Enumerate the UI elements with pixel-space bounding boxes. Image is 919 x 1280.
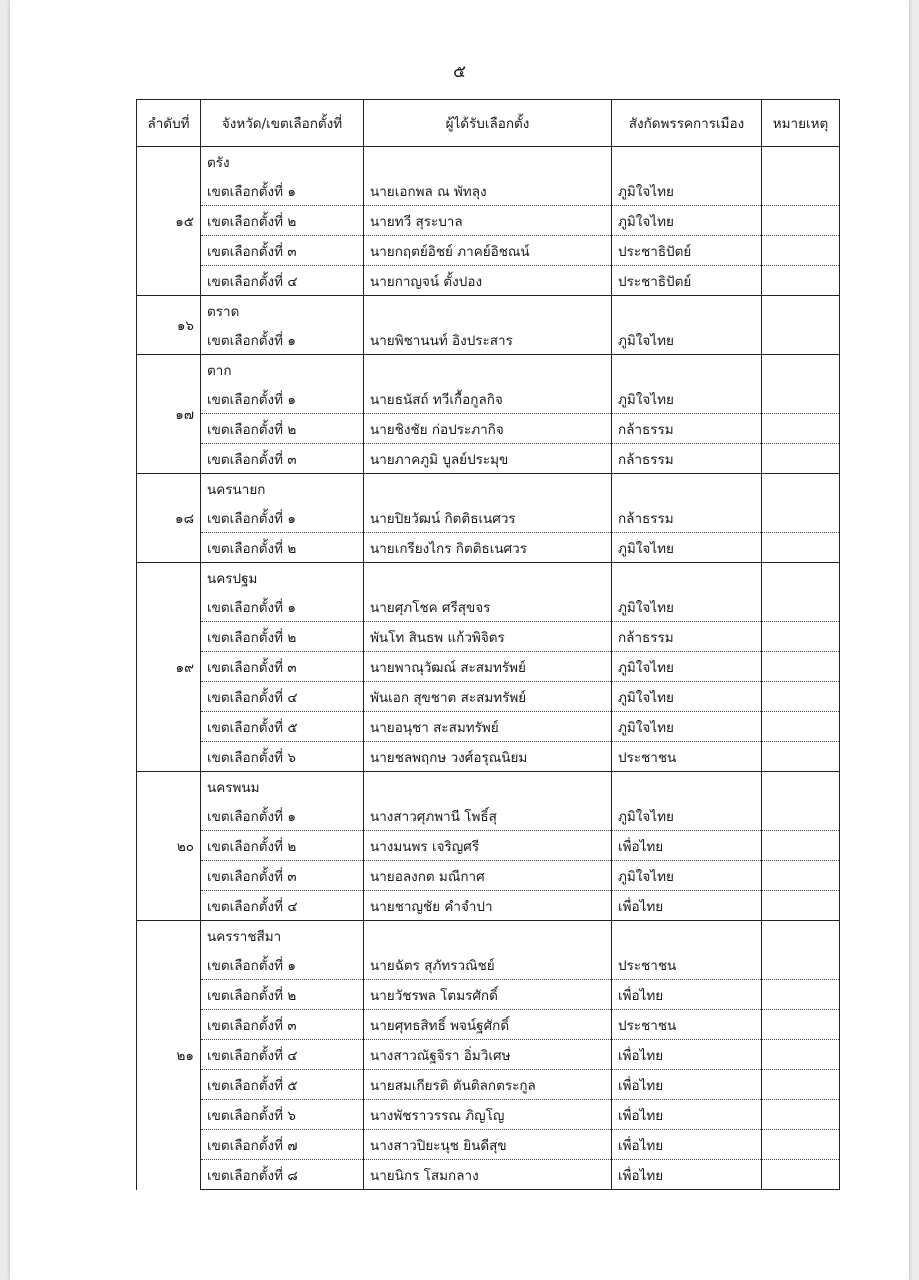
candidate-name: นางสาวณัฐจิรา อิ่มวิเศษ	[364, 1040, 612, 1070]
remarks	[762, 861, 840, 891]
party-cell-empty	[612, 147, 762, 177]
province-row	[137, 355, 840, 385]
district-row	[137, 861, 840, 891]
candidate-cell-empty	[364, 147, 612, 177]
district-row	[137, 1070, 840, 1100]
candidate-name: นายเอกพล ณ พัทลุง	[364, 176, 612, 206]
party-name: ภูมิใจไทย	[612, 861, 762, 891]
district-row	[137, 414, 840, 444]
candidate-cell-empty	[364, 563, 612, 593]
sequence-number: ๒๐	[137, 772, 201, 921]
remarks-cell-empty	[762, 355, 840, 385]
remarks	[762, 682, 840, 712]
party-name: ภูมิใจไทย	[612, 592, 762, 622]
candidate-name: นายนิกร โสมกลาง	[364, 1160, 612, 1190]
district-label: เขตเลือกตั้งที่ ๒	[201, 980, 364, 1010]
candidate-cell-empty	[364, 772, 612, 802]
district-row	[137, 831, 840, 861]
candidate-name: นายชิงชัย ก่อประภากิจ	[364, 414, 612, 444]
district-label: เขตเลือกตั้งที่ ๑	[201, 325, 364, 355]
district-row	[137, 444, 840, 474]
district-row	[137, 622, 840, 652]
party-name: เพื่อไทย	[612, 891, 762, 921]
district-label: เขตเลือกตั้งที่ ๕	[201, 712, 364, 742]
district-row	[137, 325, 840, 355]
party-name: กล้าธรรม	[612, 503, 762, 533]
sequence-number: ๒๑	[137, 921, 201, 1190]
district-row	[137, 742, 840, 772]
party-name: ภูมิใจไทย	[612, 325, 762, 355]
candidate-name: นายพาณุวัฒณ์ สะสมทรัพย์	[364, 652, 612, 682]
party-cell-empty	[612, 921, 762, 951]
district-label: เขตเลือกตั้งที่ ๓	[201, 652, 364, 682]
candidate-name: นางมนพร เจริญศรี	[364, 831, 612, 861]
district-label: เขตเลือกตั้งที่ ๑	[201, 592, 364, 622]
district-label: เขตเลือกตั้งที่ ๑	[201, 384, 364, 414]
district-row	[137, 980, 840, 1010]
province-name: ตาก	[201, 355, 364, 385]
header-party: สังกัดพรรคการเมือง	[612, 100, 762, 147]
sequence-number: ๑๗	[137, 355, 201, 474]
district-label: เขตเลือกตั้งที่ ๑	[201, 503, 364, 533]
candidate-cell-empty	[364, 296, 612, 326]
district-row	[137, 1010, 840, 1040]
province-name: นครราชสีมา	[201, 921, 364, 951]
remarks	[762, 1160, 840, 1190]
district-label: เขตเลือกตั้งที่ ๒	[201, 206, 364, 236]
sequence-number: ๑๘	[137, 474, 201, 563]
candidate-name: นายศุภโชค ศรีสุขจร	[364, 592, 612, 622]
party-name: ประชาชน	[612, 1010, 762, 1040]
remarks	[762, 236, 840, 266]
header-remarks: หมายเหตุ	[762, 100, 840, 147]
candidate-name: นายกาญจน์ ตั้งปอง	[364, 266, 612, 296]
district-label: เขตเลือกตั้งที่ ๔	[201, 682, 364, 712]
province-name: ตราด	[201, 296, 364, 326]
remarks	[762, 206, 840, 236]
district-label: เขตเลือกตั้งที่ ๘	[201, 1160, 364, 1190]
party-name: เพื่อไทย	[612, 980, 762, 1010]
candidate-name: นางสาวปิยะนุช ยินดีสุข	[364, 1130, 612, 1160]
remarks	[762, 950, 840, 980]
province-row	[137, 921, 840, 951]
candidate-name: นายกฤตย์อิชย์ ภาคย์อิชณน์	[364, 236, 612, 266]
remarks	[762, 176, 840, 206]
district-label: เขตเลือกตั้งที่ ๓	[201, 861, 364, 891]
sequence-number: ๑๙	[137, 563, 201, 772]
party-name: เพื่อไทย	[612, 1130, 762, 1160]
district-row	[137, 503, 840, 533]
province-row	[137, 147, 840, 177]
party-name: ภูมิใจไทย	[612, 652, 762, 682]
remarks	[762, 503, 840, 533]
district-row	[137, 1130, 840, 1160]
remarks-cell-empty	[762, 296, 840, 326]
district-row	[137, 266, 840, 296]
election-results-table	[136, 99, 840, 1190]
candidate-name: นายธนัสถ์ ทวีเกื้อกูลกิจ	[364, 384, 612, 414]
remarks	[762, 325, 840, 355]
candidate-name: พันโท สินธพ แก้วพิจิตร	[364, 622, 612, 652]
district-label: เขตเลือกตั้งที่ ๗	[201, 1130, 364, 1160]
candidate-name: นายชลพฤกษ วงศ์อรุณนิยม	[364, 742, 612, 772]
remarks	[762, 1130, 840, 1160]
candidate-name: นางสาวศุภพานี โพธิ์สุ	[364, 801, 612, 831]
remarks	[762, 592, 840, 622]
province-name: นครนายก	[201, 474, 364, 504]
party-name: ประชาธิปัตย์	[612, 266, 762, 296]
district-label: เขตเลือกตั้งที่ ๔	[201, 1040, 364, 1070]
district-row	[137, 891, 840, 921]
remarks	[762, 801, 840, 831]
remarks	[762, 652, 840, 682]
district-row	[137, 384, 840, 414]
remarks-cell-empty	[762, 474, 840, 504]
party-name: ภูมิใจไทย	[612, 533, 762, 563]
remarks	[762, 266, 840, 296]
district-row	[137, 1100, 840, 1130]
district-row	[137, 1160, 840, 1190]
party-name: กล้าธรรม	[612, 444, 762, 474]
party-cell-empty	[612, 563, 762, 593]
remarks	[762, 1040, 840, 1070]
remarks-cell-empty	[762, 772, 840, 802]
district-label: เขตเลือกตั้งที่ ๓	[201, 1010, 364, 1040]
district-label: เขตเลือกตั้งที่ ๒	[201, 831, 364, 861]
district-row	[137, 206, 840, 236]
party-cell-empty	[612, 772, 762, 802]
party-name: ประชาธิปัตย์	[612, 236, 762, 266]
remarks-cell-empty	[762, 921, 840, 951]
candidate-name: นายปิยวัฒน์ กิตติธเนศวร	[364, 503, 612, 533]
header-sequence: ลำดับที่	[137, 100, 201, 147]
party-name: เพื่อไทย	[612, 831, 762, 861]
district-row	[137, 682, 840, 712]
candidate-name: นายวัชรพล โตมรศักดิ์	[364, 980, 612, 1010]
district-row	[137, 652, 840, 682]
district-label: เขตเลือกตั้งที่ ๔	[201, 266, 364, 296]
candidate-name: นายศุทธสิทธิ์ พจน์ฐศักดิ์	[364, 1010, 612, 1040]
remarks	[762, 414, 840, 444]
province-name: นครพนม	[201, 772, 364, 802]
district-row	[137, 176, 840, 206]
candidate-name: นายพิชานนท์ อิงประสาร	[364, 325, 612, 355]
party-name: ภูมิใจไทย	[612, 384, 762, 414]
remarks	[762, 533, 840, 563]
sequence-number: ๑๖	[137, 296, 201, 355]
candidate-cell-empty	[364, 355, 612, 385]
district-row	[137, 236, 840, 266]
table-header-row	[137, 100, 840, 147]
header-province-district: จังหวัด/เขตเลือกตั้งที่	[201, 100, 364, 147]
province-name: นครปฐม	[201, 563, 364, 593]
province-row	[137, 474, 840, 504]
party-name: กล้าธรรม	[612, 622, 762, 652]
party-name: เพื่อไทย	[612, 1070, 762, 1100]
district-label: เขตเลือกตั้งที่ ๔	[201, 891, 364, 921]
remarks-cell-empty	[762, 147, 840, 177]
remarks-cell-empty	[762, 563, 840, 593]
remarks	[762, 384, 840, 414]
sequence-number: ๑๕	[137, 147, 201, 296]
party-name: ภูมิใจไทย	[612, 712, 762, 742]
district-row	[137, 1040, 840, 1070]
district-label: เขตเลือกตั้งที่ ๒	[201, 414, 364, 444]
remarks	[762, 712, 840, 742]
candidate-name: นายสมเกียรติ ตันติลกตระกูล	[364, 1070, 612, 1100]
remarks	[762, 622, 840, 652]
district-row	[137, 712, 840, 742]
party-name: ประชาชน	[612, 950, 762, 980]
candidate-name: นายชาญชัย คำจำปา	[364, 891, 612, 921]
party-cell-empty	[612, 355, 762, 385]
candidate-cell-empty	[364, 474, 612, 504]
district-label: เขตเลือกตั้งที่ ๖	[201, 742, 364, 772]
remarks	[762, 742, 840, 772]
party-name: ประชาชน	[612, 742, 762, 772]
party-cell-empty	[612, 296, 762, 326]
province-row	[137, 563, 840, 593]
province-row	[137, 296, 840, 326]
district-label: เขตเลือกตั้งที่ ๑	[201, 950, 364, 980]
candidate-name: นายทวี สุระบาล	[364, 206, 612, 236]
party-name: ภูมิใจไทย	[612, 206, 762, 236]
province-name: ตรัง	[201, 147, 364, 177]
candidate-name: นางพัชราวรรณ ภิญโญ	[364, 1100, 612, 1130]
party-name: เพื่อไทย	[612, 1160, 762, 1190]
district-label: เขตเลือกตั้งที่ ๓	[201, 444, 364, 474]
party-name: ภูมิใจไทย	[612, 801, 762, 831]
party-name: เพื่อไทย	[612, 1040, 762, 1070]
district-label: เขตเลือกตั้งที่ ๕	[201, 1070, 364, 1100]
candidate-name: พันเอก สุขชาต สะสมทรัพย์	[364, 682, 612, 712]
header-elected-candidate: ผู้ได้รับเลือกตั้ง	[364, 100, 612, 147]
district-row	[137, 592, 840, 622]
party-name: กล้าธรรม	[612, 414, 762, 444]
remarks	[762, 1070, 840, 1100]
candidate-name: นายภาคภูมิ บูลย์ประมุข	[364, 444, 612, 474]
remarks	[762, 1010, 840, 1040]
remarks	[762, 891, 840, 921]
remarks	[762, 1100, 840, 1130]
party-cell-empty	[612, 474, 762, 504]
province-row	[137, 772, 840, 802]
remarks	[762, 831, 840, 861]
district-label: เขตเลือกตั้งที่ ๒	[201, 622, 364, 652]
party-name: ภูมิใจไทย	[612, 176, 762, 206]
district-label: เขตเลือกตั้งที่ ๒	[201, 533, 364, 563]
party-name: เพื่อไทย	[612, 1100, 762, 1130]
district-row	[137, 801, 840, 831]
party-name: ภูมิใจไทย	[612, 682, 762, 712]
candidate-cell-empty	[364, 921, 612, 951]
district-row	[137, 533, 840, 563]
candidate-name: นายอนุชา สะสมทรัพย์	[364, 712, 612, 742]
candidate-name: นายอลงกต มณีกาศ	[364, 861, 612, 891]
district-label: เขตเลือกตั้งที่ ๖	[201, 1100, 364, 1130]
remarks	[762, 980, 840, 1010]
district-row	[137, 950, 840, 980]
district-label: เขตเลือกตั้งที่ ๓	[201, 236, 364, 266]
candidate-name: นายเกรียงไกร กิตติธเนศวร	[364, 533, 612, 563]
remarks	[762, 444, 840, 474]
district-label: เขตเลือกตั้งที่ ๑	[201, 801, 364, 831]
district-label: เขตเลือกตั้งที่ ๑	[201, 176, 364, 206]
page-number: ๕	[453, 62, 466, 82]
candidate-name: นายฉัตร สุภัทรวณิชย์	[364, 950, 612, 980]
